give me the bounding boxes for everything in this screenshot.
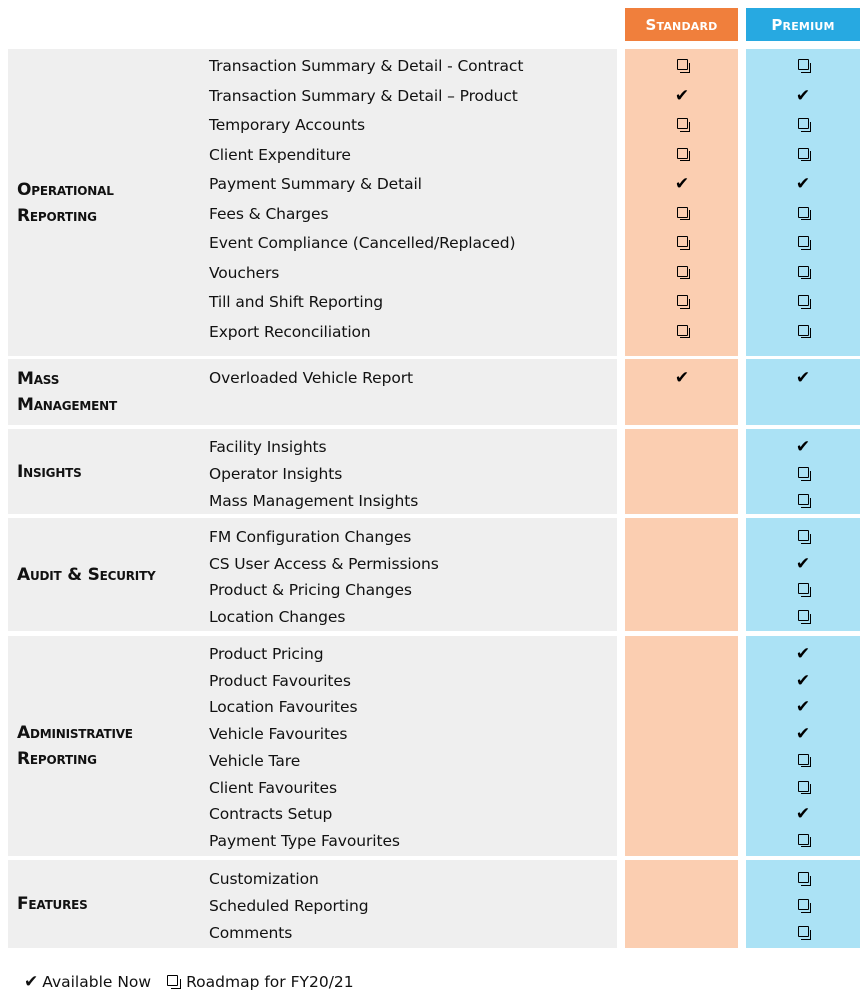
section	[8, 429, 860, 514]
check-icon: ✔	[795, 368, 811, 388]
roadmap-box-icon	[783, 488, 823, 514]
feature-label: Comments	[209, 924, 293, 942]
roadmap-box-icon	[783, 230, 823, 256]
roadmap-box-icon	[783, 289, 823, 315]
check-icon: ✔	[795, 85, 811, 106]
section	[8, 860, 860, 948]
roadmap-box-icon	[783, 201, 823, 227]
section	[8, 359, 860, 425]
feature-label: Vehicle Tare	[209, 751, 301, 770]
check-icon: ✔	[795, 174, 811, 194]
table-row	[8, 171, 860, 197]
feature-label: Contracts Setup	[209, 805, 333, 824]
check-icon: ✔	[24, 972, 39, 992]
table-row	[8, 461, 860, 487]
roadmap-box-icon	[783, 461, 823, 487]
check-icon: ✔	[795, 804, 811, 825]
empty-cell	[662, 801, 702, 827]
section-title-line: Administrative	[17, 723, 133, 743]
table-row	[8, 289, 860, 315]
roadmap-box-icon	[662, 230, 702, 256]
standard-column-header: Standard	[625, 8, 738, 41]
section-title-line: Audit & Security	[17, 564, 156, 585]
empty-cell	[662, 577, 702, 603]
table-row	[8, 83, 860, 109]
section-title-line: Reporting	[17, 749, 97, 769]
table-row	[8, 551, 860, 577]
table-row	[8, 53, 860, 79]
roadmap-box-icon	[662, 319, 702, 345]
section	[8, 518, 860, 631]
check-icon: ✔	[795, 437, 811, 457]
table-row	[8, 721, 860, 747]
roadmap-box-icon	[662, 289, 702, 315]
section-title-line: Reporting	[17, 205, 97, 226]
roadmap-box-icon	[783, 577, 823, 603]
empty-cell	[662, 641, 702, 667]
empty-cell	[662, 488, 702, 514]
feature-label: Payment Summary & Detail	[209, 175, 422, 193]
feature-label: Vouchers	[209, 263, 280, 282]
check-icon: ✔	[795, 697, 811, 718]
empty-cell	[662, 775, 702, 801]
check-icon: ✔	[795, 644, 811, 664]
table-row	[8, 694, 860, 720]
roadmap-box-icon	[783, 524, 823, 550]
feature-label: Customization	[209, 870, 319, 888]
table-row	[8, 604, 860, 630]
feature-label: Till and Shift Reporting	[209, 293, 384, 311]
table-row	[8, 828, 860, 854]
table-row	[8, 801, 860, 827]
empty-cell	[662, 920, 702, 946]
roadmap-box-icon	[783, 319, 823, 345]
empty-cell	[662, 828, 702, 854]
table-row	[8, 488, 860, 514]
roadmap-box-icon	[783, 893, 823, 919]
table-row	[8, 201, 860, 227]
table-row	[8, 668, 860, 694]
feature-label: Client Expenditure	[209, 145, 351, 164]
table-row	[8, 775, 860, 801]
section-title-line: Mass	[17, 369, 60, 389]
roadmap-box-icon	[662, 142, 702, 168]
table-row	[8, 230, 860, 256]
roadmap-box-icon	[783, 775, 823, 801]
roadmap-box-icon	[783, 53, 823, 79]
empty-cell	[662, 721, 702, 747]
table-row	[8, 365, 860, 391]
check-icon: ✔	[795, 670, 811, 691]
empty-cell	[662, 604, 702, 630]
table-row	[8, 260, 860, 286]
check-icon: ✔	[795, 724, 811, 745]
roadmap-box-icon	[662, 53, 702, 79]
empty-cell	[662, 524, 702, 550]
feature-label: Export Reconciliation	[209, 322, 371, 341]
feature-label: Operator Insights	[209, 465, 343, 483]
check-icon: ✔	[674, 85, 690, 106]
empty-cell	[662, 866, 702, 892]
roadmap-box-icon	[783, 112, 823, 138]
table-row	[8, 641, 860, 667]
empty-cell	[662, 893, 702, 919]
feature-label: Product Pricing	[209, 645, 324, 663]
section-title-line: Features	[17, 894, 88, 914]
empty-cell	[662, 748, 702, 774]
feature-label: Facility Insights	[209, 438, 327, 456]
roadmap-box-icon	[662, 260, 702, 286]
section-title-line: Management	[17, 395, 117, 415]
feature-label: Location Changes	[209, 608, 346, 627]
check-icon: ✔	[674, 174, 690, 194]
table-row	[8, 577, 860, 603]
roadmap-box-icon	[783, 828, 823, 854]
feature-label: Location Favourites	[209, 698, 358, 717]
section	[8, 49, 860, 356]
table-row	[8, 112, 860, 138]
feature-label: Product & Pricing Changes	[209, 581, 412, 600]
legend-roadmap-label: Roadmap for FY20/21	[186, 973, 354, 991]
roadmap-box-icon	[783, 920, 823, 946]
section-title-line: Operational	[17, 179, 114, 200]
table-row	[8, 748, 860, 774]
table-row	[8, 893, 860, 919]
feature-label: Overloaded Vehicle Report	[209, 369, 413, 387]
empty-cell	[662, 694, 702, 720]
table-row	[8, 319, 860, 345]
feature-label: Product Favourites	[209, 671, 351, 690]
empty-cell	[662, 434, 702, 460]
legend-available-label: Available Now	[42, 973, 152, 991]
roadmap-box-icon	[783, 260, 823, 286]
premium-column-header: Premium	[746, 8, 860, 41]
feature-label: Client Favourites	[209, 778, 337, 797]
table-row	[8, 920, 860, 946]
feature-label: Transaction Summary & Detail - Contract	[209, 57, 524, 75]
roadmap-box-icon	[783, 142, 823, 168]
table-row	[8, 142, 860, 168]
feature-label: FM Configuration Changes	[209, 528, 412, 546]
roadmap-box-icon	[662, 112, 702, 138]
legend	[24, 972, 354, 992]
feature-label: Vehicle Favourites	[209, 725, 348, 744]
feature-label: Scheduled Reporting	[209, 897, 369, 915]
empty-cell	[662, 461, 702, 487]
table-row	[8, 866, 860, 892]
feature-label: Fees & Charges	[209, 204, 329, 223]
empty-cell	[662, 668, 702, 694]
check-icon: ✔	[795, 553, 811, 574]
feature-label: Transaction Summary & Detail – Product	[209, 86, 518, 105]
section-title-line: Insights	[17, 461, 82, 482]
section	[8, 636, 860, 856]
roadmap-box-icon	[783, 866, 823, 892]
roadmap-box-icon	[783, 748, 823, 774]
feature-label: Event Compliance (Cancelled/Replaced)	[209, 234, 516, 252]
empty-cell	[662, 551, 702, 577]
feature-label: Payment Type Favourites	[209, 831, 400, 850]
roadmap-box-icon	[662, 201, 702, 227]
feature-label: Mass Management Insights	[209, 492, 419, 510]
check-icon: ✔	[674, 368, 690, 388]
table-row	[8, 524, 860, 550]
roadmap-box-icon	[783, 604, 823, 630]
feature-label: CS User Access & Permissions	[209, 554, 439, 573]
roadmap-box-icon	[167, 975, 178, 986]
table-row	[8, 434, 860, 460]
feature-label: Temporary Accounts	[209, 116, 365, 134]
